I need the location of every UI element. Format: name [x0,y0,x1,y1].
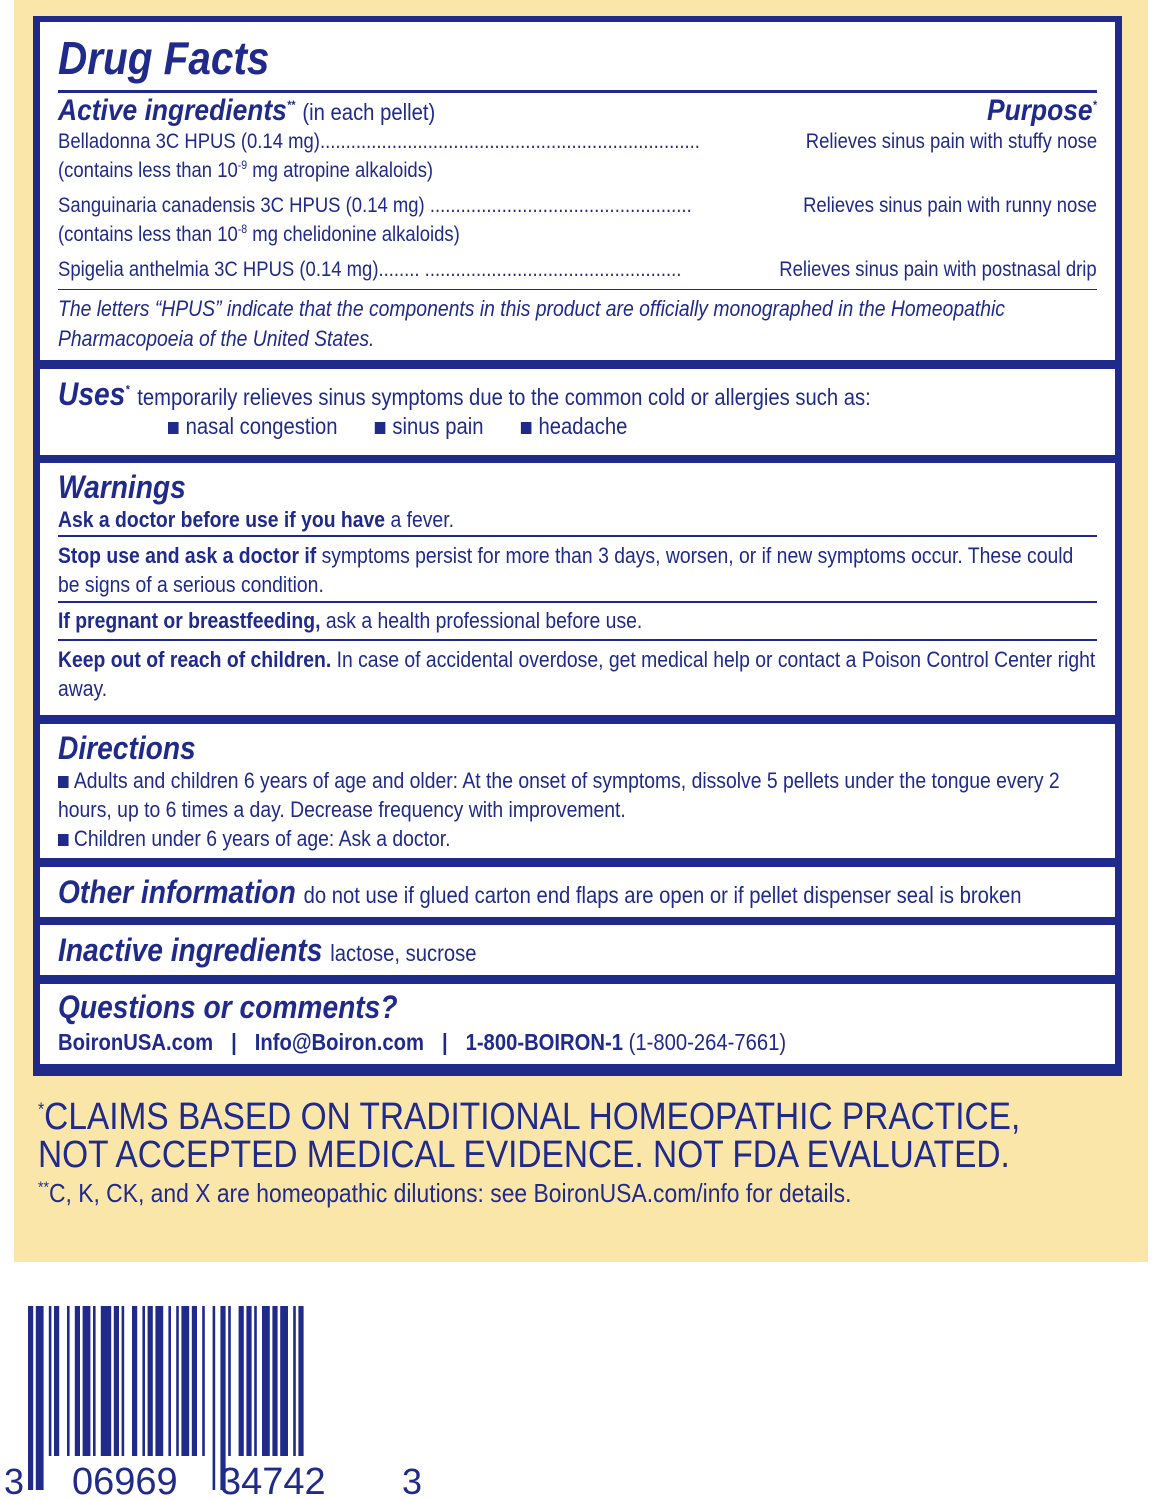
separator: | [231,1029,237,1055]
barcode-bar [155,1306,163,1456]
purpose-heading: Purpose [987,94,1093,127]
dilutions-note: **C, K, CK, and X are homeopathic dilutions: see BoironUSA.com/info for details. [38,1178,852,1208]
barcode-bar [54,1306,59,1456]
ingredients-rule [58,289,1097,290]
ingredient-note: (contains less than $10^{-8}$ mg chelidonine alkaloids) [58,222,460,246]
barcode-bar [101,1306,111,1456]
warnings-heading: Warnings [58,469,186,505]
barcode-bar [181,1306,189,1456]
square-bullet-icon [58,834,69,846]
warning-item: If pregnant or breastfeeding, ask a health professional before use. [58,608,643,633]
barcode-digit-last: 3 [402,1461,423,1500]
separator: | [441,1029,448,1055]
barcode-bar [36,1306,44,1490]
active-ingredients-box [40,22,1115,360]
barcode-bar [272,1306,277,1456]
barcode-bar [202,1306,205,1456]
barcode-bar [67,1306,70,1456]
uses-mark: * [125,382,130,397]
uses-box [40,369,1115,455]
barcode-bar [228,1306,231,1456]
barcode-bar [75,1306,80,1456]
dot-leader: ................................................... [429,194,692,217]
ingredient-row [58,127,1097,185]
warning-item: Ask a doctor before use if you have a fever. [58,507,454,532]
warnings-box [40,463,1115,715]
barcode-bar [280,1306,288,1456]
barcode-digit-first: 3 [4,1461,25,1500]
ingredient-row [58,191,1097,249]
active-qualifier: (in each pellet) [302,99,436,125]
purpose-heading-mark: * [1092,98,1097,112]
barcode-bar [239,1306,244,1456]
claims-mark: * [38,1099,45,1120]
square-bullet-icon [521,422,532,434]
other-info-text: do not use if glued carton end flaps are open or if pellet dispenser seal is broken [303,882,1022,908]
ingredient-purpose: Relieves sinus pain with postnasal drip [779,258,1097,281]
hpus-footnote: The letters “HPUS” indicate that the components in this product are officially monographed in the Homeopathic Pharmacopoeia of the United States. [58,296,1005,351]
upc-barcode [0,1302,440,1500]
ingredient-purpose: Relieves sinus pain with runny nose [803,194,1097,217]
barcode-digits-left: 06969 [72,1461,178,1500]
barcode-bar [148,1306,153,1456]
drug-facts-panel [33,16,1122,1076]
barcode-bar [246,1306,251,1456]
barcode-bar [262,1306,270,1456]
barcode-bar [192,1306,197,1456]
inactive-heading: Inactive ingredients [58,932,323,968]
other-info-heading: Other information [58,874,296,910]
barcode-bar [93,1306,96,1456]
dilutions-mark: ** [38,1179,49,1197]
warning-item: Keep out of reach of children. In case of accidental overdose, get medical help or contact a Poison Control Center right away. [58,647,1096,701]
ingredient-purpose: Relieves sinus pain with stuffy nose [805,130,1097,153]
square-bullet-icon [58,776,69,788]
directions-box [40,724,1115,858]
phone-numeric: (1-800-264-7661) [628,1029,787,1055]
bullet-item: sinus pain [375,413,484,439]
barcode-bar [49,1306,52,1456]
barcode-bar [142,1306,145,1456]
ingredient-name: Sanguinaria canadensis 3C HPUS (0.14 mg) [58,194,425,217]
phone-link[interactable]: 1-800-BOIRON-1 [465,1029,624,1055]
active-heading-mark: ** [286,98,296,112]
barcode-bar [28,1306,33,1490]
inactive-text: lactose, sucrose [330,940,477,966]
questions-box [40,984,1115,1064]
drug-facts-title: Drug Facts [58,32,270,84]
barcode-bar [298,1306,303,1456]
ingredient-name: Belladonna 3C HPUS (0.14 mg) [58,130,320,153]
barcode-bar [83,1306,91,1456]
ingredient-name: Spigelia anthelmia 3C HPUS (0.14 mg) [58,258,379,281]
barcode-bar [132,1306,137,1456]
directions-heading: Directions [58,730,196,766]
warning-item: Stop use and ask a doctor if symptoms persist for more than 3 days, worsen, or if new symptoms occur. These could be signs of a serious condition. [58,543,1074,597]
email-link[interactable]: Info@Boiron.com [254,1029,425,1055]
barcode-bar [213,1306,216,1490]
website-link[interactable]: BoironUSA.com [58,1029,214,1055]
barcode-bar [293,1306,296,1456]
square-bullet-icon [168,422,179,434]
direction-item: Adults and children 6 years of age and older: At the onset of symptoms, dissolve 5 pellets under the tongue every 2 hours, up to 6 times a day. Decrease frequency with improvement. [58,768,1060,822]
barcode-bar [168,1306,171,1456]
dot-leader: ........ .................................................. [378,258,682,281]
questions-heading: Questions or comments? [58,989,398,1025]
uses-heading: Uses [58,376,126,412]
active-ingredients-heading: Active ingredients [58,94,287,127]
barcode-bar [176,1306,179,1456]
ingredient-note: (contains less than $10^{-9}$ mg atropine alkaloids) [58,158,434,182]
inactive-ingredients-box [40,925,1115,975]
bullet-item: headache [521,413,628,439]
claims-disclaimer: *CLAIMS BASED ON TRADITIONAL HOMEOPATHIC PRACTICE, NOT ACCEPTED MEDICAL EVIDENCE. NOT FDA EVALUATED. [38,1096,1021,1176]
square-bullet-icon [375,422,386,434]
barcode-bar [114,1306,119,1456]
uses-bullets [168,411,627,441]
barcode-bar [254,1306,257,1456]
ingredient-row [58,255,1097,284]
dot-leader: .......................................................................... [319,130,700,153]
direction-item: Children under 6 years of age: Ask a doctor. [58,824,1096,853]
uses-text: temporarily relieves sinus symptoms due to the common cold or allergies such as: [137,384,871,410]
other-info-box [40,867,1115,917]
barcode-bar [122,1306,125,1456]
barcode-digits-right: 34742 [220,1461,326,1500]
bullet-item: nasal congestion [168,413,338,439]
